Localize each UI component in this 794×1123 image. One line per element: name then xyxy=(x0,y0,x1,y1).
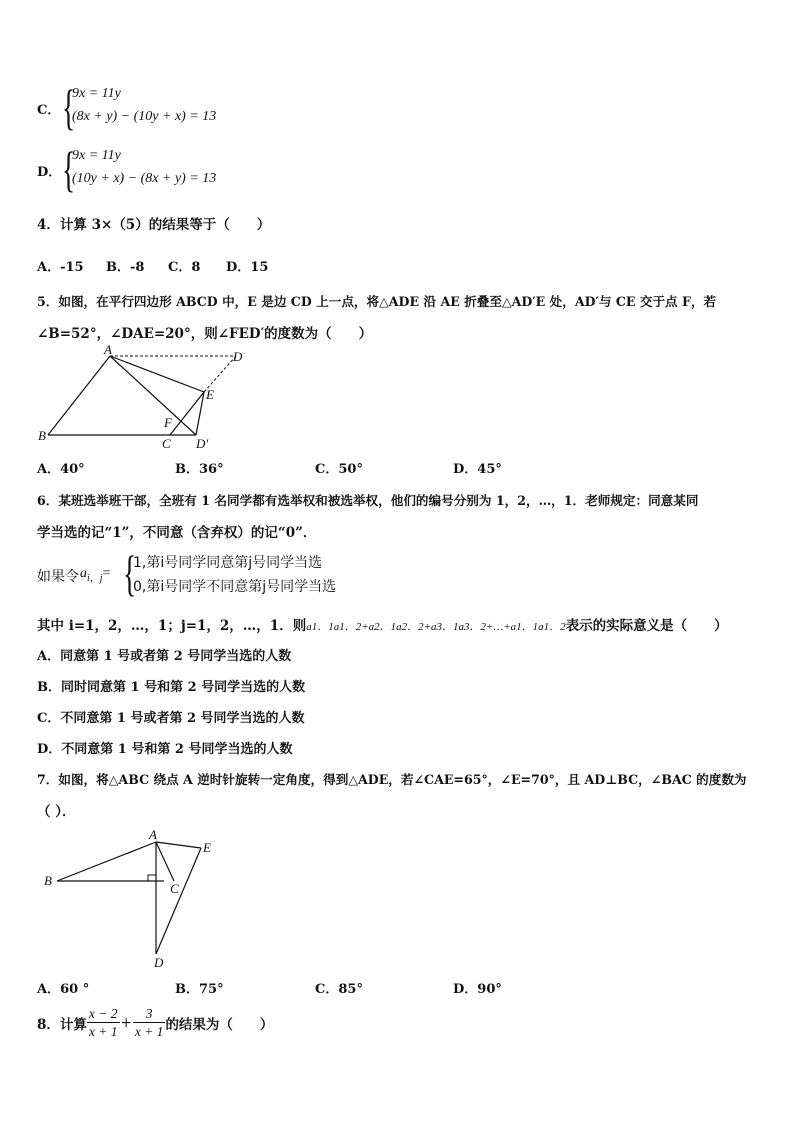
q5-side-ab xyxy=(48,356,110,435)
q7-option-d: D．90° xyxy=(453,982,502,997)
q7-stem-line2: （ ）． xyxy=(37,804,76,820)
q7-option-a: A．60 ° xyxy=(37,982,90,997)
q6-stem-line1: 6．某班选举班干部，全班有 1 名同学都有选举权和被选举权，他们的编号分别为 1，2，…，1．老师规定：同意某同 xyxy=(37,493,699,508)
q8-stem: 8．计算 $\frac{x - 2}{x + 1}$ + $\frac{3}{x + 1}$ 的结果为（ ） xyxy=(37,1006,274,1039)
q7-label-c: C xyxy=(170,881,179,896)
q6-sum-expression: a1．1a1．2+a2．1a2．2+a3．1a3．2+…+a1．1a1．2 xyxy=(306,621,566,633)
q5-segment-ae xyxy=(110,356,204,392)
q6-option-b: B．同时同意第 1 号和第 2 号同学当选的人数 xyxy=(37,680,306,695)
q3-option-c-label: C． xyxy=(37,103,61,118)
q7-option-b: B．75° xyxy=(175,982,224,997)
q3-option-d-eq2: (10y + x) − (8x + y) = 13 xyxy=(72,171,217,186)
q7-stem-line1: 7．如图，将△ABC 绕点 A 逆时针旋转一定角度，得到△ADE，若∠CAE=65°，∠E=70°，且 AD⊥BC，∠BAC 的度数为 xyxy=(37,772,747,787)
q5-option-c: C．50° xyxy=(315,462,363,477)
q4-stem: 4．计算 3×（5）的结果等于（ ） xyxy=(37,217,271,233)
q5-label-d-prime: D′ xyxy=(196,436,209,451)
q5-option-a: A．40° xyxy=(37,462,85,477)
q5-stem-line1: 5．如图，在平行四边形 ABCD 中，E 是边 CD 上一点，将△ADE 沿 AE 折叠至△AD′E 处，AD′与 CE 交于点 F，若 xyxy=(37,294,717,309)
q4-option-d: D．15 xyxy=(226,260,269,275)
q7-segment-ab xyxy=(57,842,156,881)
q7-rotation-figure xyxy=(36,826,226,970)
q3-option-d-brace: { xyxy=(62,141,76,197)
q6-case-2: 0,第i号同学不同意第j号同学当选 xyxy=(133,579,337,595)
q3-option-c-eq1: 9x = 11y xyxy=(72,86,121,101)
q3-option-d-label: D． xyxy=(37,165,62,180)
q5-stem-line2: ∠B=52°，∠DAE=20°，则∠FED′的度数为（ ） xyxy=(37,326,373,342)
q5-label-d: D xyxy=(233,349,243,364)
q8-fraction-2: $\frac{3}{x + 1}$ xyxy=(134,1006,164,1039)
q4-option-b: B．-8 xyxy=(106,260,145,275)
q6-definition-prefix: 如果令 xyxy=(37,569,79,585)
q6-case-1: 1,第i号同学同意第j号同学当选 xyxy=(133,555,323,571)
q6-option-a: A．同意第 1 号或者第 2 号同学当选的人数 xyxy=(37,649,292,664)
q7-segment-ac xyxy=(156,842,174,881)
q3-option-c-eq2: (8x + y) − (10y + x) = 13 xyxy=(72,109,217,124)
q6-option-c: C．不同意第 1 号或者第 2 号同学当选的人数 xyxy=(37,711,305,726)
q7-option-c: C．85° xyxy=(315,982,363,997)
q6-stem-line2: 学当选的记“1”，不同意（含弃权）的记“0”． xyxy=(37,525,317,541)
q5-parallelogram-figure xyxy=(36,344,248,452)
q5-label-c: C xyxy=(162,436,171,451)
q7-label-b: B xyxy=(44,873,52,888)
q6-definition-var: $a_{i,j}=$ xyxy=(80,566,111,584)
q7-label-d: D xyxy=(154,955,164,970)
q5-label-a: A xyxy=(104,344,112,357)
q6-case-brace: { xyxy=(123,545,137,601)
q6-condition: 其中 i=1，2，…，1；j=1，2，…，1．则a1．1a1．2+a2．1a2．2+a3．1a3．2+…+a1．1a1．2表示的实际意义是（ ） xyxy=(37,618,728,634)
q4-option-c: C．8 xyxy=(168,260,201,275)
q5-option-d: D．45° xyxy=(453,462,502,477)
q7-label-a: A xyxy=(149,827,157,842)
q6-option-d: D．不同意第 1 号和第 2 号同学当选的人数 xyxy=(37,742,293,757)
q5-label-e: E xyxy=(206,387,214,402)
q5-label-b: B xyxy=(38,428,46,443)
q8-fraction-1: $\frac{x - 2}{x + 1}$ xyxy=(88,1006,118,1039)
q3-option-d-eq1: 9x = 11y xyxy=(72,148,121,163)
q7-segment-ae xyxy=(156,842,201,848)
q5-option-b: B．36° xyxy=(175,462,224,477)
q5-label-f: F xyxy=(164,415,172,430)
q7-label-e: E xyxy=(203,840,211,855)
q5-segment-ed-prime xyxy=(196,392,204,435)
q7-right-angle-mark xyxy=(148,875,156,881)
q7-segment-ed xyxy=(156,848,201,954)
q3-option-c-brace: { xyxy=(62,79,76,135)
q5-segment-ad-prime xyxy=(110,356,196,435)
q4-option-a: A．-15 xyxy=(37,260,84,275)
q5-segment-ec xyxy=(170,392,204,435)
